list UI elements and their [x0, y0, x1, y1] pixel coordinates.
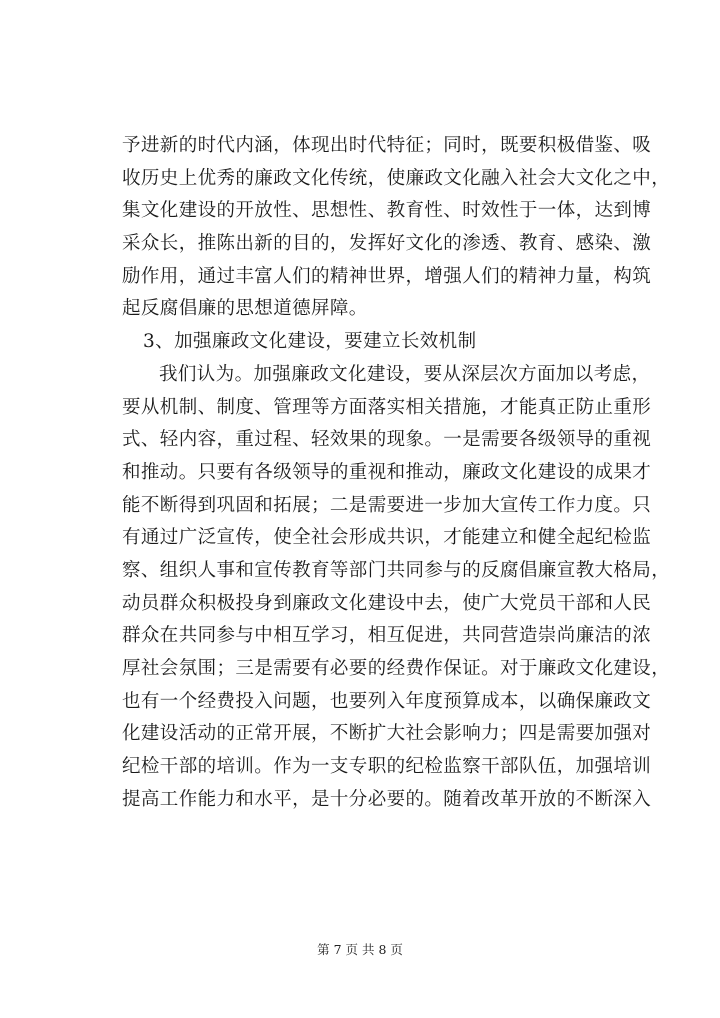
text-line: 起反腐倡廉的思想道德屏障。: [122, 298, 368, 320]
text-line: 提高工作能力和水平，是十分必要的。随着改革开放的不断深入: [122, 788, 652, 810]
text-line: 式、轻内容，重过程、轻效果的现象。一是需要各级领导的重视: [122, 429, 652, 451]
text-line: 采众长，推陈出新的目的，发挥好文化的渗透、教育、感染、激: [122, 233, 652, 255]
text-line: 要从机制、制度、管理等方面落实相关措施，才能真正防止重形: [122, 396, 652, 418]
paragraph-first-line: 我们认为。加强廉政文化建设，要从深层次方面加以考虑，: [159, 363, 651, 385]
text-line: 纪检干部的培训。作为一支专职的纪检监察干部队伍，加强培训: [122, 756, 652, 778]
text-line: 和推动。只要有各级领导的重视和推动，廉政文化建设的成果才: [122, 461, 652, 483]
text-line: 动员群众积极投身到廉政文化建设中去，使广大党员干部和人民: [122, 592, 652, 614]
page-number-footer: 第 7 页 共 8 页: [317, 942, 403, 957]
text-line: 能不断得到巩固和拓展；二是需要进一步加大宣传工作力度。只: [122, 494, 652, 516]
text-line: 厚社会氛围；三是需要有必要的经费作保证。对于廉政文化建设，: [122, 658, 671, 679]
body-text: [122, 130, 671, 816]
section-heading: 3、加强廉政文化建设，要建立长效机制: [143, 331, 477, 353]
text-line: 也有一个经费投入问题，也要列入年度预算成本，以确保廉政文: [122, 690, 652, 712]
text-line: 励作用，通过丰富人们的精神世界，增强人们的精神力量，构筑: [122, 265, 652, 287]
text-line: 化建设活动的正常开展，不断扩大社会影响力；四是需要加强对: [122, 723, 652, 745]
text-line: 有通过广泛宣传，使全社会形成共识，才能建立和健全起纪检监: [122, 527, 652, 549]
text-line: 察、组织人事和宣传教育等部门共同参与的反腐倡廉宣教大格局，: [122, 559, 671, 581]
text-line: 收历史上优秀的廉政文化传统，使廉政文化融入社会大文化之中，: [122, 167, 671, 189]
text-line: 集文化建设的开放性、思想性、教育性、时效性于一体，达到博: [122, 200, 652, 222]
text-line: 予进新的时代内涵，体现出时代特征；同时，既要积极借鉴、吸: [122, 135, 652, 156]
text-line: 群众在共同参与中相互学习，相互促进，共同营造崇尚廉洁的浓: [122, 625, 652, 647]
